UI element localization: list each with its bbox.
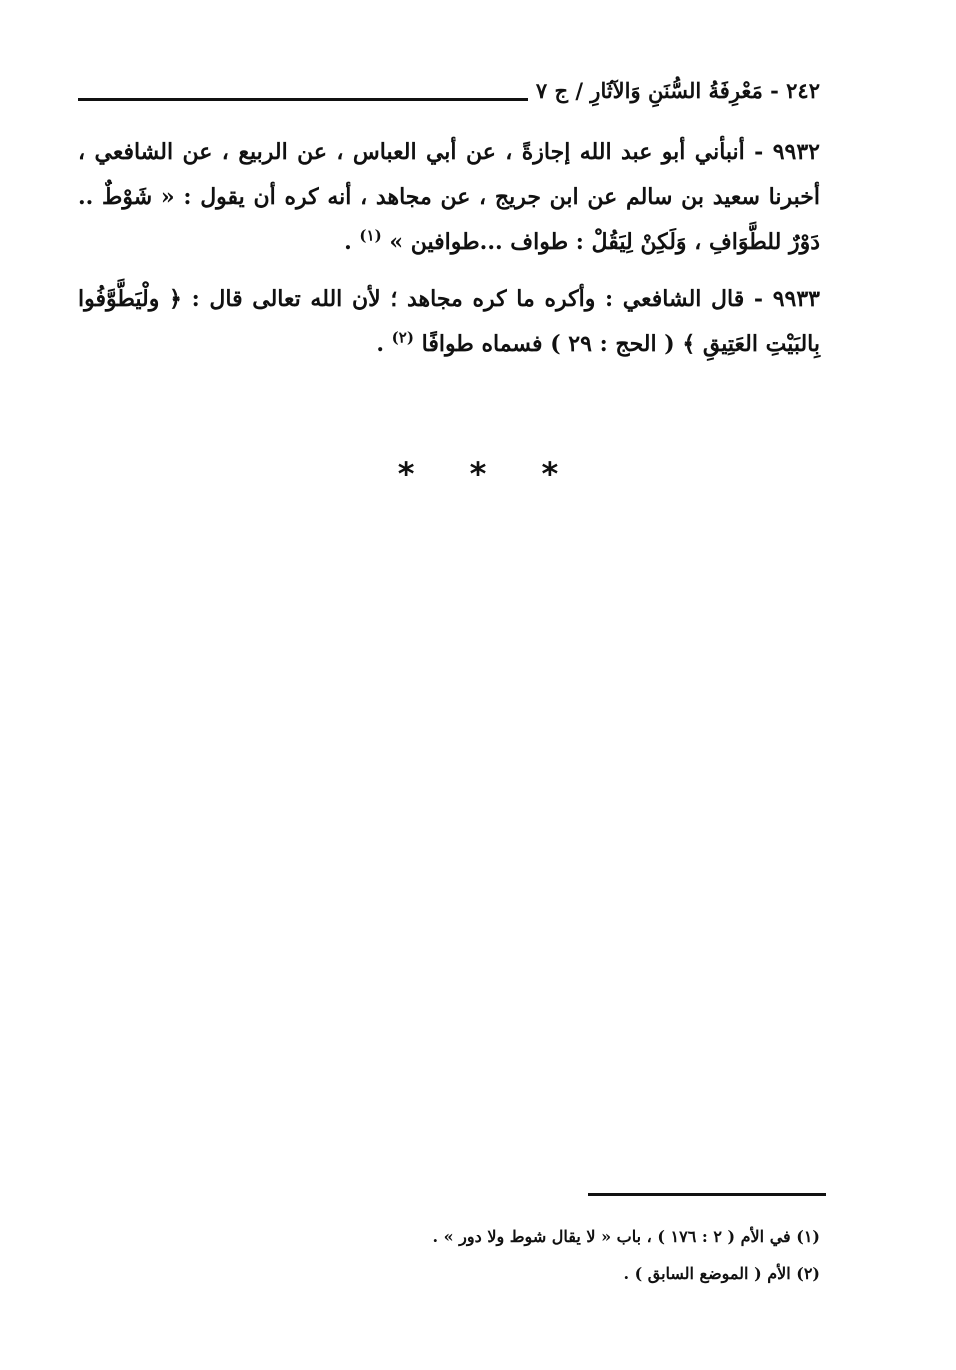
paragraph-9932 <box>78 130 820 265</box>
running-header-title: ٢٤٢ - مَعْرِفَةُ السُّنَنِ وَالآثَارِ / ج ٧ <box>528 78 820 103</box>
footnotes <box>78 1218 820 1292</box>
paragraph-9933 <box>78 277 820 367</box>
section-separator <box>0 455 956 493</box>
paragraph-text: ٩٩٣٢ - أنبأني أبو عبد الله إجازةً ، عن أبي العباس ، عن الربيع ، عن الشافعي ، أخبرنا سعيد بن سالم عن ابن جريج ، عن مجاهد ، أنه كره أن يقول : « شَوْطٌ .. دَوْرٌ للطَّوَافِ ، وَلَكِنْ لِيَقُلْ : طواف ...طوافين » <box>78 139 820 255</box>
asterisk-icon: * <box>397 455 415 493</box>
page-header <box>78 78 820 114</box>
footnote-ref-1: (١) <box>359 226 382 245</box>
footnote-rule <box>588 1193 826 1196</box>
footnote-2: (٢) الأم ( الموضع السابق ) . <box>623 1264 820 1283</box>
asterisk-icon: * <box>469 455 487 493</box>
main-text <box>78 130 820 379</box>
asterisk-icon: * <box>541 455 559 493</box>
paragraph-text: ٩٩٣٣ - قال الشافعي : وأكره ما كره مجاهد ؛ لأن الله تعالى قال : ﴿ ولْيَطَّوَّفُوا بِالبَيْتِ العَتِيقِ ﴾ ( الحج : ٢٩ ) فسماه طوافًا <box>78 286 820 357</box>
paragraph-end: . <box>376 331 392 357</box>
header-rule <box>78 98 558 101</box>
footnote-1: (١) في الأم ( ٢ : ١٧٦ ) ، باب « لا يقال شوط ولا دور » . <box>432 1227 820 1246</box>
paragraph-end: . <box>344 229 360 255</box>
footnote-ref-2: (٢) <box>391 328 414 347</box>
